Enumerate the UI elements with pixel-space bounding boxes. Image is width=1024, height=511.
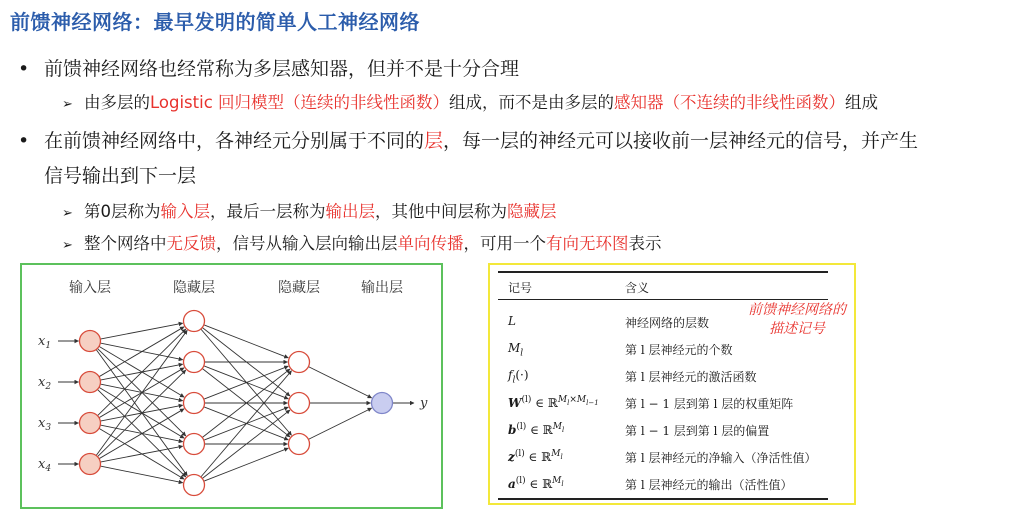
input-subscript: 3 (45, 423, 52, 433)
table-top-rule (498, 271, 828, 273)
bullet-2-sub-2 (62, 232, 662, 258)
layer-label: 输入层 (69, 280, 111, 296)
sub-text: 组成 (845, 93, 879, 112)
connection-edge (308, 408, 371, 439)
highlight-perceptron: 感知器（不连续的非线性函数） (614, 93, 846, 112)
sub-text: ，信号从输入层向输出层 (216, 234, 398, 253)
layer-label: 输出层 (361, 280, 403, 296)
symbol-z: $z^{(l)}$ ∈ ℝ$^{M_l}$ (508, 449, 563, 464)
connection-edge (100, 466, 182, 483)
meaning: 第 l 层神经元的激活函数 (625, 370, 757, 384)
input-label: $x_1$ (38, 334, 52, 351)
connection-edge (308, 367, 371, 398)
hidden-neuron (289, 352, 310, 373)
hidden-neuron (184, 311, 205, 332)
bullet-2-sub-1 (62, 200, 557, 226)
highlight-dag: 有向无环图 (546, 234, 629, 253)
symbol-f: $f_l(\cdot)$ (508, 368, 529, 386)
sub-text: 表示 (628, 234, 662, 253)
bullet-1-sub (62, 91, 878, 117)
input-label: $x_2$ (38, 375, 52, 392)
header-meaning: 含义 (625, 281, 650, 295)
connection-edge (96, 330, 187, 455)
network-diagram-frame (20, 263, 443, 509)
notation-table-frame (488, 263, 856, 505)
arrow-icon: ➢ (62, 238, 73, 253)
input-subscript: 4 (45, 464, 52, 474)
sub-text: ，其他中间层称为 (375, 202, 507, 221)
symbol-W: $W^{(l)}$ ∈ ℝ$^{M_l\times M_{l-1}}$ (508, 395, 599, 410)
notation-note: 前馈神经网络的描述记号 (748, 302, 846, 337)
highlight-input-layer: 输入层 (160, 202, 210, 221)
sub-text: 组成，而不是由多层的 (449, 93, 615, 112)
input-subscript: 1 (45, 341, 52, 351)
input-label: $x_4$ (38, 457, 52, 474)
hidden-neuron (184, 434, 205, 455)
input-neuron (80, 372, 101, 393)
connection-edge (204, 325, 289, 358)
input-label: $x_3$ (38, 416, 52, 433)
input-neuron (80, 413, 101, 434)
sub-text: 第0层称为 (84, 202, 161, 221)
network-diagram (22, 265, 441, 507)
page-title: 前馈神经网络：最早发明的简单人工神经网络 (10, 10, 420, 34)
table-bottom-rule (498, 498, 828, 500)
meaning: 第 l 层神经元的个数 (625, 343, 733, 357)
sub-text: 由多层的 (84, 93, 150, 112)
meaning: 神经网络的层数 (625, 316, 710, 330)
table-header-rule (498, 299, 828, 300)
hidden-neuron (184, 352, 205, 373)
symbol-a: $a^{(l)}$ ∈ ℝ$^{M_l}$ (508, 476, 564, 491)
highlight-hidden-layer: 隐藏层 (507, 202, 557, 221)
layer-label: 隐藏层 (173, 280, 215, 296)
arrow-icon: ➢ (62, 97, 73, 112)
bullet-2-text-line2: 信号输出到下一层 (44, 165, 197, 187)
hidden-neuron (289, 393, 310, 414)
text-span: ，每一层的神经元可以接收前一层神经元的信号，并产生 (443, 130, 919, 152)
highlight-one-way: 单向传播 (397, 234, 464, 253)
bullet-2-text (44, 128, 918, 154)
input-neuron (80, 331, 101, 352)
highlight-no-feedback: 无反馈 (166, 234, 216, 253)
meaning: 第 l − 1 层到第 l 层的权重矩阵 (625, 397, 794, 411)
hidden-neuron (289, 434, 310, 455)
input-neuron (80, 454, 101, 475)
connection-edge (100, 446, 182, 462)
connection-edge (100, 323, 182, 339)
output-neuron (372, 393, 393, 414)
hidden-neuron (184, 475, 205, 496)
connection-edge (201, 371, 292, 477)
highlight-logistic: Logistic 回归模型（连续的非线性函数） (150, 93, 450, 112)
sub-text: ，最后一层称为 (210, 202, 326, 221)
connection-edge (204, 448, 289, 481)
symbol-M: $M_l$ (508, 341, 524, 359)
connection-edge (97, 370, 185, 457)
layer-label: 隐藏层 (278, 280, 320, 296)
hidden-neuron (184, 393, 205, 414)
bullet-dot: • (18, 58, 30, 80)
meaning: 第 l 层神经元的净输入（净活性值） (625, 451, 817, 465)
highlight-output-layer: 输出层 (325, 202, 375, 221)
symbol-b: $b^{(l)}$ ∈ ℝ$^{M_l}$ (508, 422, 565, 437)
header-symbol: 记号 (508, 281, 533, 295)
highlight-layer: 层 (424, 130, 444, 152)
connection-edge (97, 329, 185, 416)
bullet-1-text: 前馈神经网络也经常称为多层感知器，但并不是十分合理 (44, 58, 520, 80)
symbol-L: L (508, 314, 516, 328)
text-span: 在前馈神经网络中，各神经元分别属于不同的 (44, 130, 425, 152)
sub-text: ，可用一个 (463, 234, 546, 253)
output-label: y (420, 396, 428, 411)
meaning: 第 l − 1 层到第 l 层的偏置 (625, 424, 770, 438)
sub-text: 整个网络中 (84, 234, 167, 253)
input-subscript: 2 (45, 382, 52, 392)
meaning: 第 l 层神经元的输出（活性值） (625, 478, 793, 492)
bullet-dot: • (18, 130, 30, 152)
arrow-icon: ➢ (62, 206, 73, 221)
